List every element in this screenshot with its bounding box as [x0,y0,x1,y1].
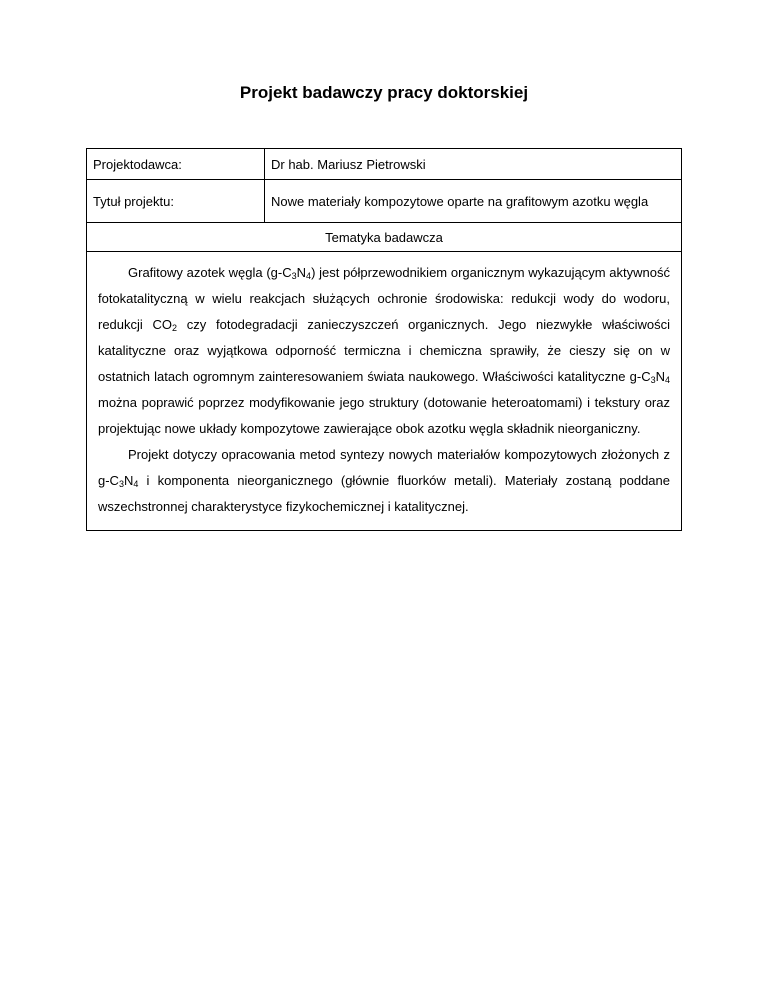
p1-text-a: Grafitowy azotek węgla (g-C [128,265,292,280]
p1-subscript: 3 [291,271,297,281]
grantor-label: Projektodawca: [87,149,265,180]
topic-body [87,252,682,531]
p1-subscript: 4 [306,271,312,281]
project-title-label: Tytuł projektu: [87,180,265,223]
p1-text-e: N [655,369,665,384]
p1-subscript: 3 [650,375,656,385]
topic-header: Tematyka badawcza [87,223,682,252]
p2-subscript: 4 [133,479,139,489]
p1-subscript: 4 [664,375,670,385]
project-title-value: Nowe materiały kompozytowe oparte na grafitowym azotku węgla [265,180,682,223]
p1-text-c: ) jest półprzewodnikiem organicznym wykazującym aktywność fotokatalityczną w wielu reakcjach służących ochronie środowiska: redukcji wody do wodoru, redukcji CO [98,265,670,332]
table-row-topic-body [87,252,682,531]
p1-subscript: 2 [172,323,178,333]
p2-text-a: Projekt dotyczy opracowania metod syntezy nowych materiałów kompozytowych złożonych z g-C [98,447,670,488]
p1-text-d: czy fotodegradacji zanieczyszczeń organicznych. Jego niezwykłe właściwości katalityczne oraz wyjątkowa odporność termiczna i chemiczna sprawiły, że cieszy się on w ostatnich latach ogromnym zainteresowaniem świata naukowego. Właściwości katalityczne g-C [98,317,670,384]
project-table [86,148,682,531]
paragraph-1 [98,260,670,442]
p2-subscript: 3 [118,479,124,489]
p1-text-b: N [296,265,307,280]
table-row-topic-header [87,223,682,252]
grantor-value: Dr hab. Mariusz Pietrowski [265,149,682,180]
page-title: Projekt badawczy pracy doktorskiej [239,83,529,102]
p2-text-b: N [123,473,134,488]
p2-text-c: i komponenta nieorganicznego (głównie fluorków metali). Materiały zostaną poddane wszechstronnej charakterystyce fizykochemicznej i katalitycznej. [98,473,670,514]
paragraph-2 [98,442,670,520]
p1-text-f: można poprawić poprzez modyfikowanie jego struktury (dotowanie heteroatomami) i tekstury oraz projektując nowe układy kompozytowe zawierające obok azotku węgla składnik nieorganiczny. [98,395,670,436]
table-row-grantor [87,149,682,180]
table-row-title [87,180,682,223]
